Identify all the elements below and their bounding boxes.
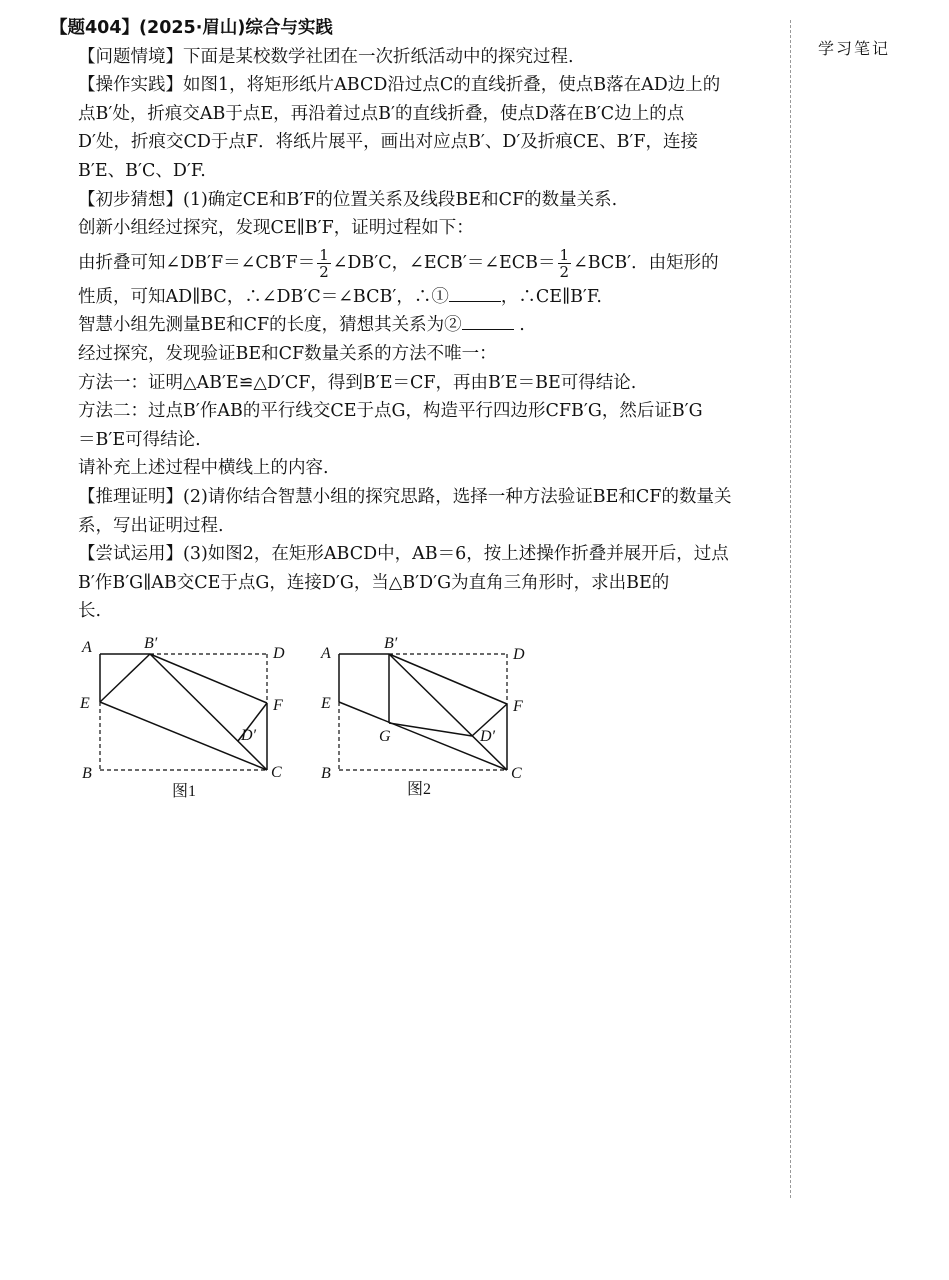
side-note: 学习笔记 — [818, 39, 891, 58]
text-line: 系，写出证明过程. — [78, 515, 224, 536]
label-c: C — [511, 765, 522, 782]
segment-b-prime-c — [150, 654, 267, 770]
problem-body — [50, 14, 785, 626]
text-line: 【推理证明】(2)请你结合智慧小组的探究思路，选择一种方法验证BE和CF的数量关 — [78, 486, 732, 507]
label-f: F — [513, 698, 523, 715]
fold-eq-part3: ∠BCB′．由矩形的 — [573, 252, 719, 273]
text-line: 经过探究，发现验证BE和CF数量关系的方法不唯一： — [78, 343, 497, 364]
text-line: 【操作实践】如图1，将矩形纸片ABCD沿过点C的直线折叠，使点B落在AD边上的 — [78, 75, 721, 96]
text-line: 【尝试运用】(3)如图2，在矩形ABCD中，AB＝6，按上述操作折叠并展开后，过点 — [78, 544, 729, 565]
label-c: C — [271, 764, 282, 781]
text-line: 【问题情境】下面是某校数学社团在一次折纸活动中的探究过程. — [78, 46, 574, 67]
text-line: 长. — [78, 601, 102, 622]
text-line: 【初步猜想】(1)确定CE和B′F的位置关系及线段BE和CF的数量关系. — [78, 189, 618, 210]
text-line: 性质，可知AD∥BC，∴∠DB′C＝∠BCB′，∴① ，∴CE∥B′F. — [50, 283, 785, 312]
text-line: 请补充上述过程中横线上的内容. — [78, 458, 329, 479]
text-line: 方法一：证明△AB′E≌△D′CF，得到B′E＝CF，再由B′E＝BE可得结论. — [78, 372, 637, 393]
label-b: B — [82, 765, 92, 782]
label-b-prime: B′ — [144, 635, 158, 652]
figures-svg — [70, 628, 540, 808]
label-e: E — [321, 695, 331, 712]
segment-b-prime-c — [389, 654, 507, 770]
text-line: 智慧小组先测量BE和CF的长度，猜想其关系为② . — [50, 311, 785, 340]
text-line: 点B′处，折痕交AB于点E，再沿着过点B′的直线折叠，使点D落在B′C边上的点 — [78, 103, 685, 124]
label-f: F — [273, 697, 283, 714]
answer-blank-1[interactable] — [449, 283, 501, 302]
figure-2-caption: 图2 — [407, 781, 432, 798]
segment-eb-prime — [100, 654, 150, 702]
figure-1-caption: 图1 — [172, 783, 197, 800]
label-a: A — [321, 645, 331, 662]
label-d: D — [273, 645, 285, 662]
text-line: D′处，折痕交CD于点F．将纸片展平，画出对应点B′、D′及折痕CE、B′F，连接 — [78, 132, 699, 153]
figure-2 — [320, 635, 525, 798]
text-line: B′E、B′C、D′F. — [78, 160, 206, 181]
text-line: B′作B′G∥AB交CE于点G，连接D′G，当△B′D′G为直角三角形时，求出BE的 — [78, 572, 670, 593]
label-d-prime: D′ — [241, 727, 257, 744]
fold-equation-line — [50, 243, 785, 283]
fraction-half-1: $\frac{1}{2}$ — [319, 245, 329, 281]
label-d-prime: D′ — [480, 728, 496, 745]
crease-b-prime-f — [150, 654, 267, 703]
answer-blank-2[interactable] — [462, 311, 514, 330]
segment-g-d-prime — [389, 723, 472, 736]
text-line: ＝B′E可得结论. — [78, 429, 201, 450]
problem-header: 【题404】(2025·眉山)综合与实践 — [50, 18, 333, 38]
label-d: D — [513, 646, 525, 663]
text-line: 方法二：过点B′作AB的平行线交CE于点G，构造平行四边形CFB′G，然后证B′G — [78, 401, 703, 422]
fold-eq-part1: 由折叠可知∠DB′F＝∠CB′F＝ — [78, 252, 316, 273]
crease-b-prime-f — [389, 654, 507, 704]
margin-divider — [790, 20, 791, 1198]
fold-eq-part2: ∠DB′C，∠ECB′＝∠ECB＝ — [332, 252, 556, 273]
text-line: 创新小组经过探究，发现CE∥B′F，证明过程如下： — [78, 218, 474, 239]
label-g: G — [379, 728, 391, 745]
fraction-half-2: $\frac{1}{2}$ — [559, 245, 570, 281]
figures — [70, 628, 540, 812]
figure-1 — [79, 635, 285, 800]
label-b-prime: B′ — [384, 635, 398, 652]
label-a: A — [82, 639, 92, 656]
label-e: E — [80, 695, 90, 712]
label-b: B — [321, 765, 331, 782]
